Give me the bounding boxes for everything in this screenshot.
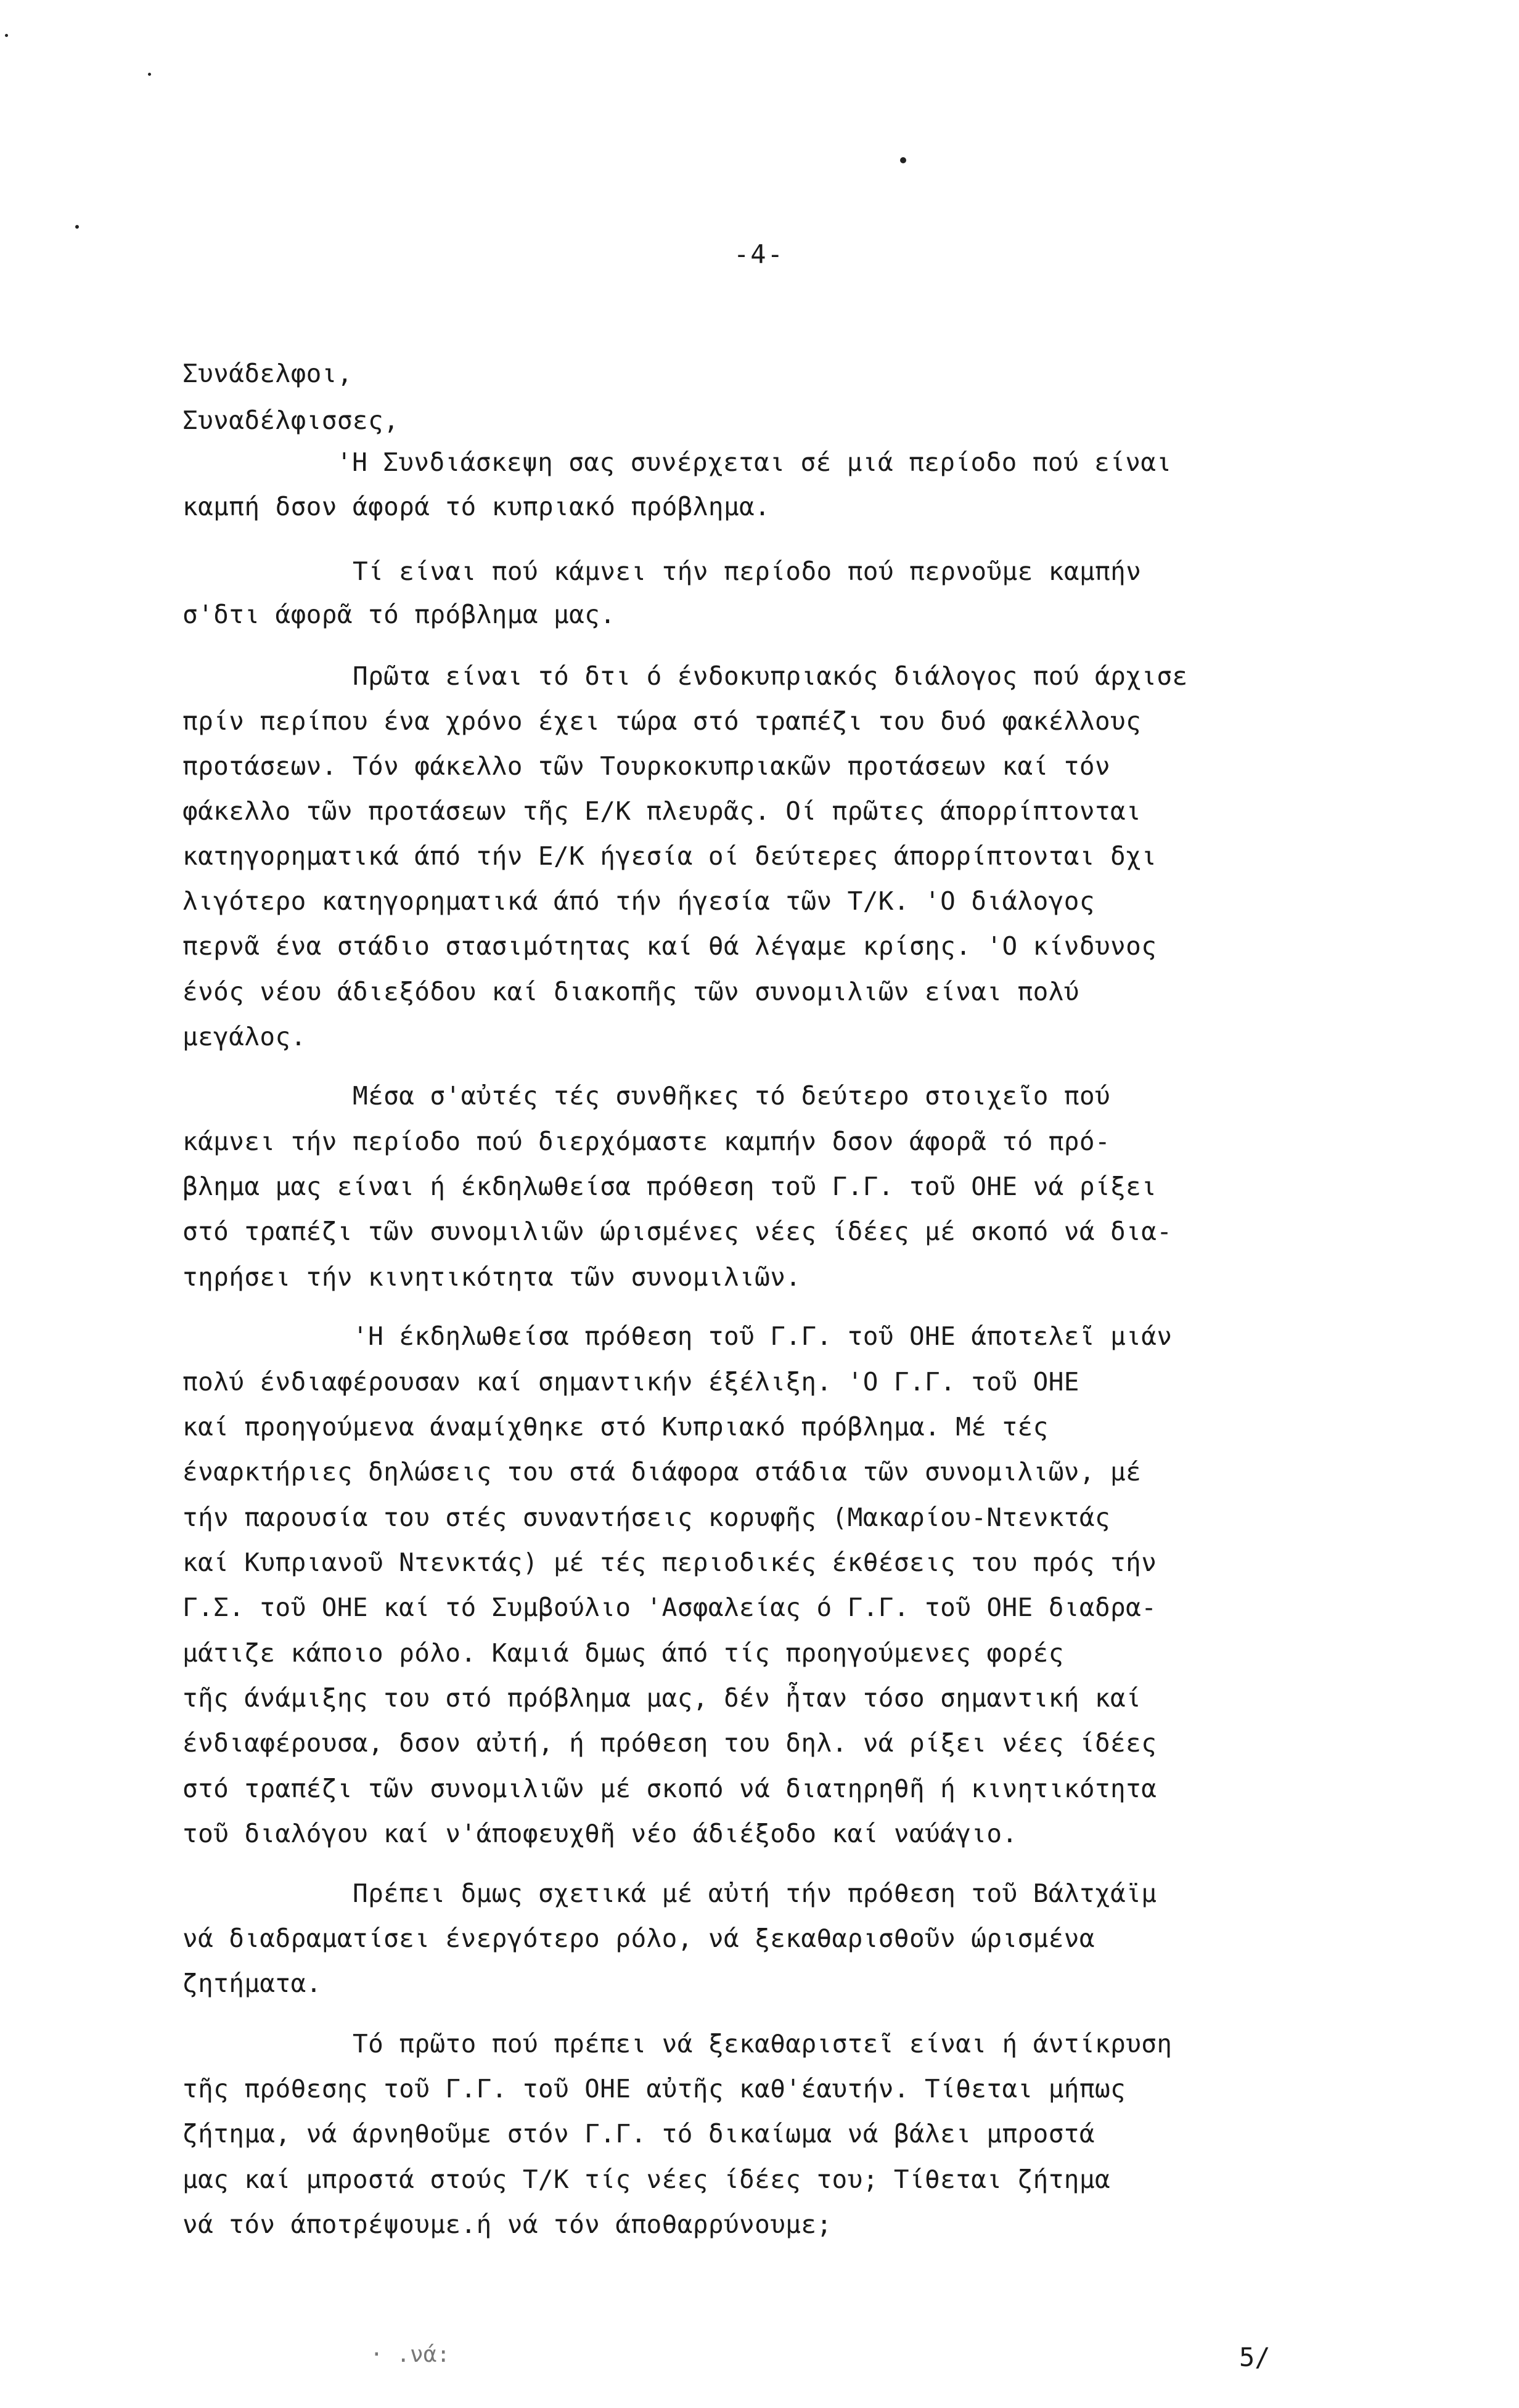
text-line: τῆς άνάμιξης του στό πρόβλημα μας, δέν ἦταν τόσο σημαντική καί bbox=[182, 1683, 1142, 1713]
text-line: καί προηγούμενα άναμίχθηκε στό Κυπριακό πρόβλημα. Μέ τές bbox=[182, 1412, 1049, 1442]
next-page-marker: 5/ bbox=[1239, 2342, 1271, 2372]
text-line: κατηγορηματικά άπό τήν Ε/Κ ήγεσία οί δεύτερες άπορρίπτονται δχι bbox=[182, 841, 1157, 871]
text-line: ζήτημα, νά άρνηθοῦμε στόν Γ.Γ. τό δικαίωμα νά βάλει μπροστά bbox=[182, 2119, 1095, 2149]
text-line: ένός νέου άδιεξόδου καί διακοπῆς τῶν συνομιλιῶν είναι πολύ bbox=[182, 977, 1079, 1006]
scan-speck bbox=[75, 225, 79, 229]
text-line: βλημα μας είναι ή έκδηλωθείσα πρόθεση τοῦ Γ.Γ. τοῦ ΟΗΕ νά ρίξει bbox=[182, 1172, 1157, 1201]
text-line: μάτιζε κάποιο ρόλο. Καμιά δμως άπό τίς προηγούμενες φορές bbox=[182, 1638, 1064, 1668]
text-line: κάμνει τήν περίοδο πού διερχόμαστε καμπήν δσον άφορᾶ τό πρό- bbox=[182, 1127, 1111, 1156]
text-line: Μέσα σ'αὐτές τές συνθῆκες τό δεύτερο στοιχεῖο πού bbox=[353, 1081, 1111, 1111]
footer-mark: · .νά: bbox=[370, 2342, 451, 2367]
text-line: προτάσεων. Τόν φάκελλο τῶν Τουρκοκυπριακῶν προτάσεων καί τόν bbox=[182, 751, 1111, 781]
text-line: Τό πρῶτο πού πρέπει νά ξεκαθαριστεῖ είναι ή άντίκρυση bbox=[353, 2029, 1173, 2059]
text-line: πολύ ένδιαφέρουσαν καί σημαντικήν έξέλιξη. 'Ο Γ.Γ. τοῦ ΟΗΕ bbox=[182, 1367, 1079, 1397]
text-line: καί Κυπριανοῦ Ντενκτάς) μέ τές περιοδικές έκθέσεις του πρός τήν bbox=[182, 1548, 1157, 1577]
text-line: τήν παρουσία του στές συναντήσεις κορυφῆς (Μακαρίου-Ντενκτάς bbox=[182, 1503, 1111, 1532]
text-line: Γ.Σ. τοῦ ΟΗΕ καί τό Συμβούλιο 'Ασφαλείας ό Γ.Γ. τοῦ ΟΗΕ διαδρα- bbox=[182, 1593, 1157, 1622]
text-line: Τί είναι πού κάμνει τήν περίοδο πού περνοῦμε καμπήν bbox=[353, 557, 1142, 586]
text-line: νά τόν άποτρέψουμε.ή νά τόν άποθαρρύνουμε; bbox=[182, 2210, 832, 2239]
text-line: έναρκτήριες δηλώσεις του στά διάφορα στάδια τῶν συνομιλιῶν, μέ bbox=[182, 1457, 1142, 1487]
text-line: μας καί μπροστά στούς Τ/Κ τίς νέες ίδέες του; Τίθεται ζήτημα bbox=[182, 2165, 1111, 2194]
text-line: τοῦ διαλόγου καί ν'άποφευχθῆ νέο άδιέξοδο καί ναύάγιο. bbox=[182, 1819, 1018, 1848]
text-line: καμπή δσον άφορά τό κυπριακό πρόβλημα. bbox=[182, 492, 771, 521]
page-number: -4- bbox=[734, 239, 784, 269]
text-line: τηρήσει τήν κινητικότητα τῶν συνομιλιῶν. bbox=[182, 1262, 801, 1292]
text-line: ένδιαφέρουσα, δσον αὐτή, ή πρόθεση του δηλ. νά ρίξει νέες ίδέες bbox=[182, 1728, 1157, 1758]
text-line: λιγότερο κατηγορηματικά άπό τήν ήγεσία τῶν Τ/Κ. 'Ο διάλογος bbox=[182, 886, 1095, 916]
text-line: φάκελλο τῶν προτάσεων τῆς Ε/Κ πλευρᾶς. Οί πρῶτες άπορρίπτονται bbox=[182, 796, 1142, 826]
text-line: Πρέπει δμως σχετικά μέ αὐτή τήν πρόθεση τοῦ Βάλτχάϊμ bbox=[353, 1879, 1157, 1908]
text-line: 'Η έκδηλωθείσα πρόθεση τοῦ Γ.Γ. τοῦ ΟΗΕ άποτελεῖ μιάν bbox=[353, 1321, 1173, 1351]
text-line: μεγάλος. bbox=[182, 1022, 306, 1051]
scan-speck bbox=[5, 34, 8, 37]
salutation-line: Συναδέλφισσες, bbox=[182, 406, 399, 435]
text-line: περνᾶ ένα στάδιο στασιμότητας καί θά λέγαμε κρίσης. 'Ο κίνδυνος bbox=[182, 931, 1157, 961]
salutation-line: Συνάδελφοι, bbox=[182, 359, 353, 388]
text-line: νά διαδραματίσει ένεργότερο ρόλο, νά ξεκαθαρισθοῦν ώρισμένα bbox=[182, 1924, 1095, 1953]
text-line: ζητήματα. bbox=[182, 1969, 322, 1998]
text-line: πρίν περίπου ένα χρόνο έχει τώρα στό τραπέζι του δυό φακέλλους bbox=[182, 706, 1142, 736]
text-line: στό τραπέζι τῶν συνομιλιῶν ώρισμένες νέες ίδέες μέ σκοπό νά δια- bbox=[182, 1217, 1173, 1246]
text-line: τῆς πρόθεσης τοῦ Γ.Γ. τοῦ ΟΗΕ αὐτῆς καθ'έαυτήν. Τίθεται μήπως bbox=[182, 2074, 1126, 2104]
text-line: 'Η Συνδιάσκεψη σας συνέρχεται σέ μιά περίοδο πού είναι bbox=[337, 447, 1172, 477]
text-line: στό τραπέζι τῶν συνομιλιῶν μέ σκοπό νά διατηρηθῆ ή κινητικότητα bbox=[182, 1774, 1157, 1803]
scan-speck bbox=[900, 157, 906, 163]
text-line: Πρῶτα είναι τό δτι ό ένδοκυπριακός διάλογος πού άρχισε bbox=[353, 661, 1188, 691]
scan-speck bbox=[148, 73, 151, 76]
text-line: σ'δτι άφορᾶ τό πρόβλημα μας. bbox=[182, 600, 616, 629]
